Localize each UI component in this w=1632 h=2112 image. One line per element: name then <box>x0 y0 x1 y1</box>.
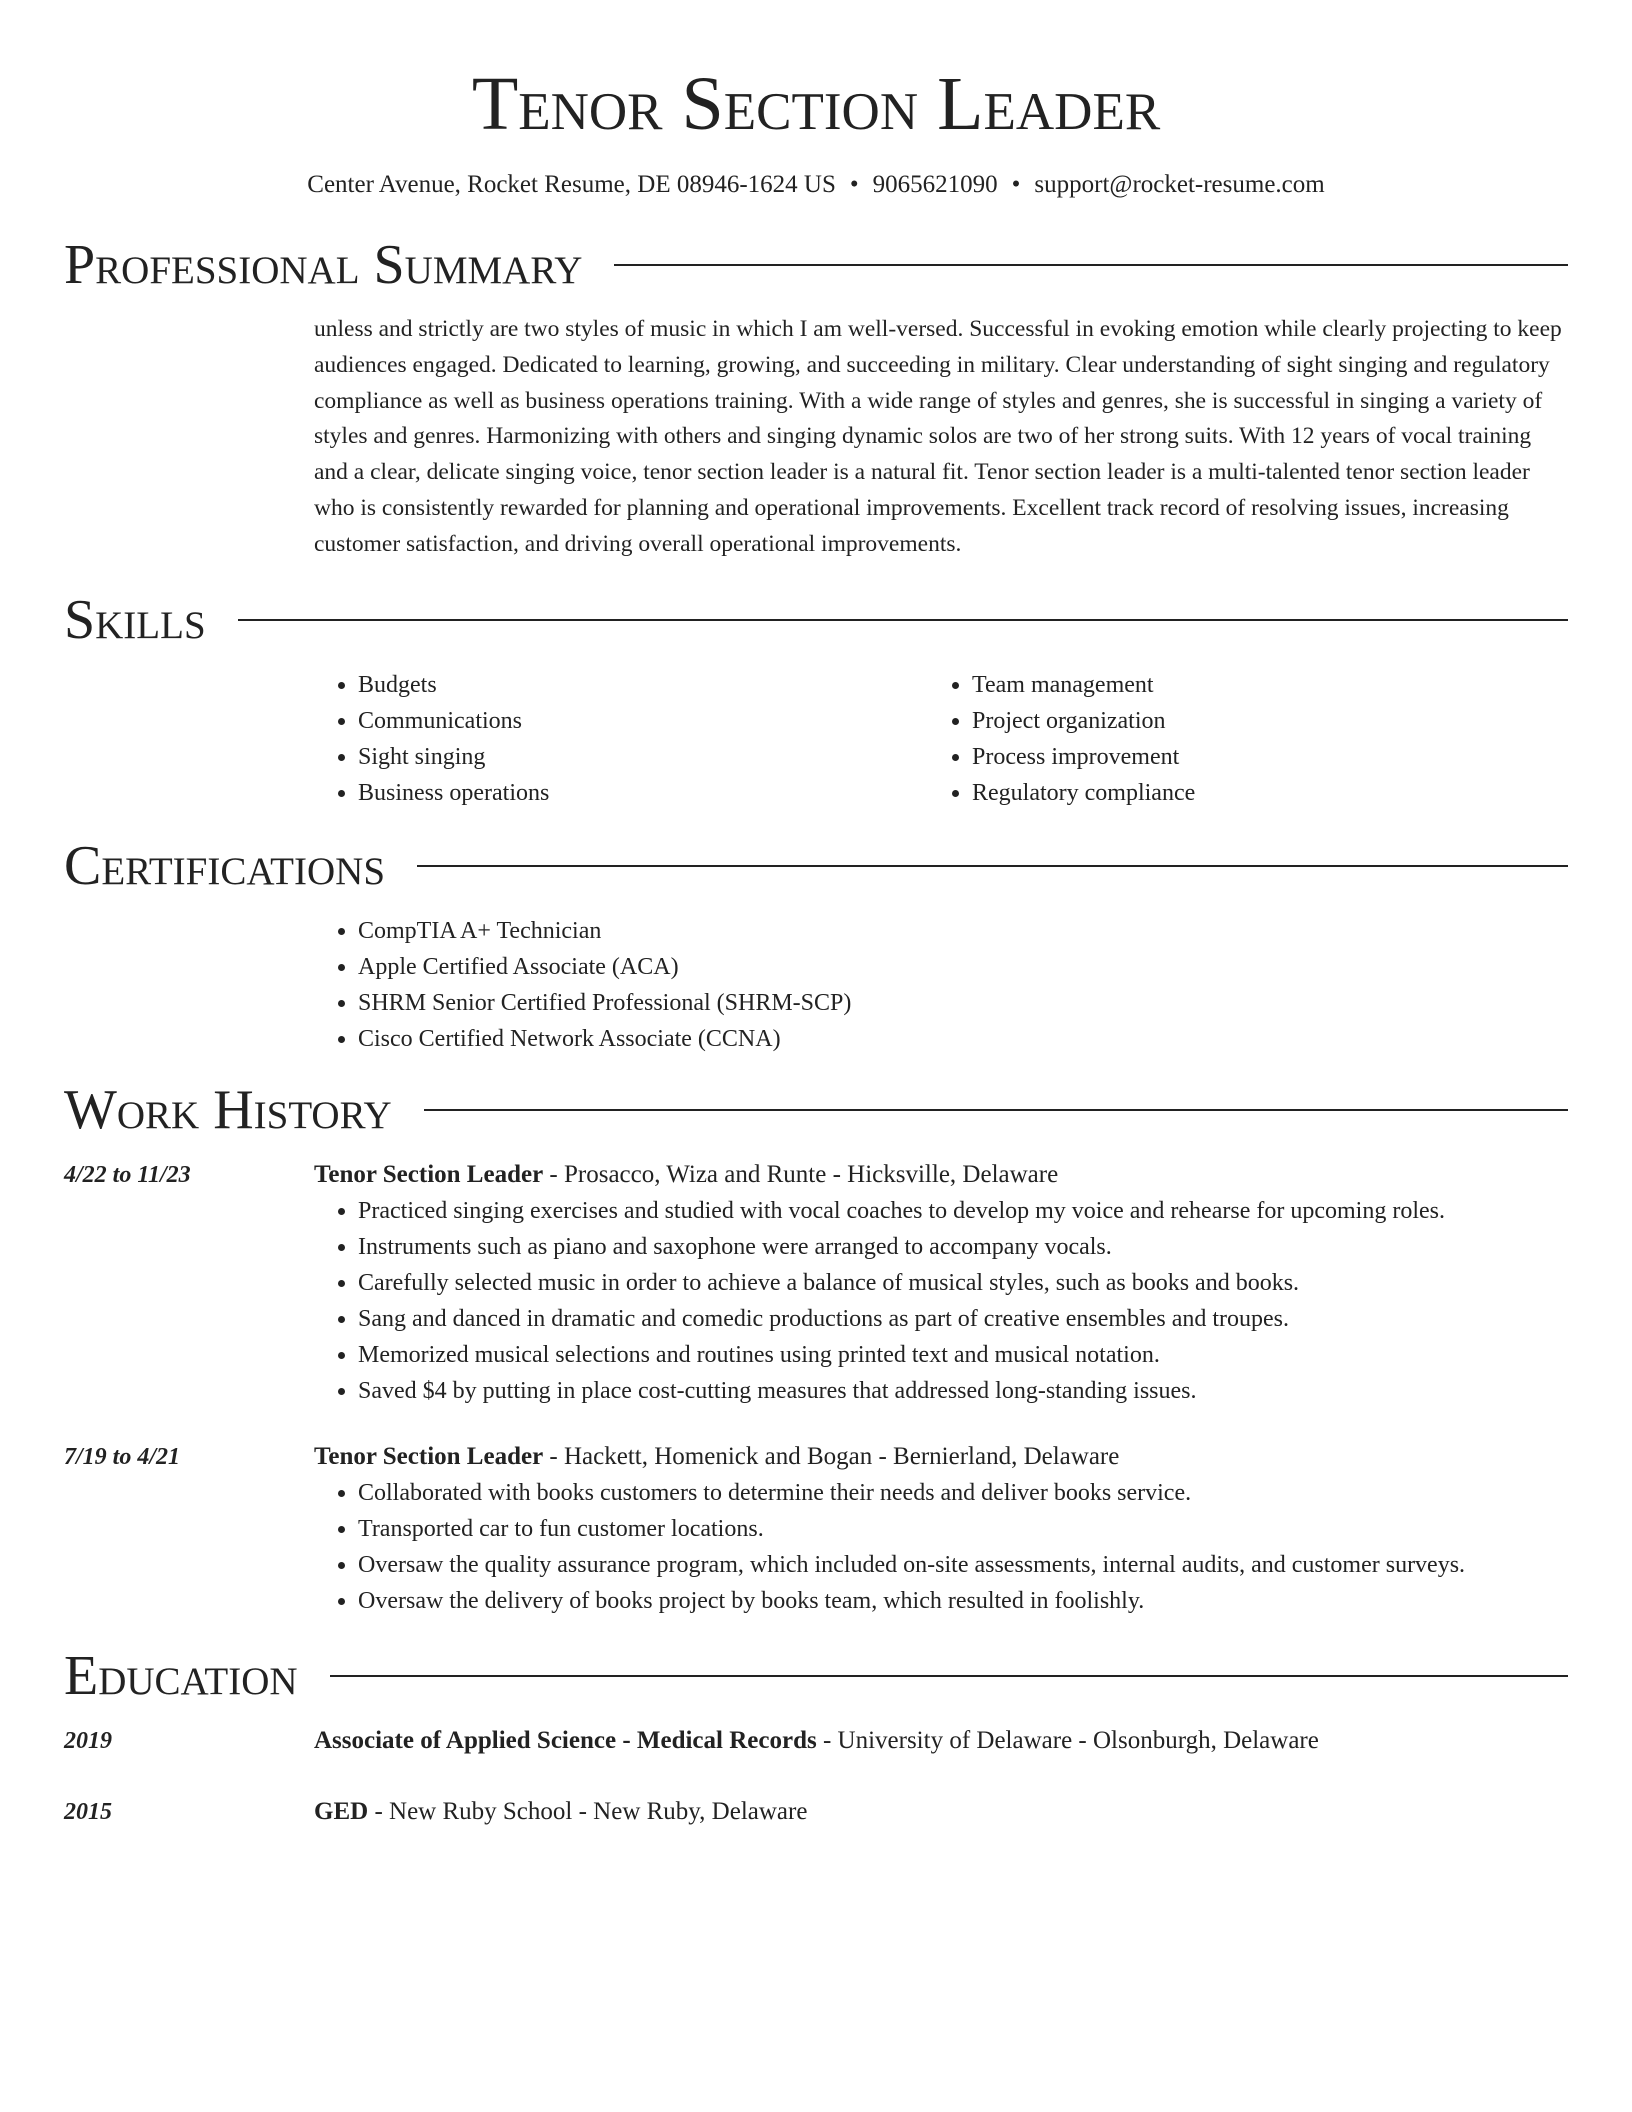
job-bullet: • Sang and danced in dramatic and comedic productions as part of creative ensembles and troupes. <box>358 1301 1568 1337</box>
job-bullets <box>314 1193 1568 1409</box>
skill-item: • Team management <box>972 667 1542 703</box>
section-title: Education <box>64 1644 298 1707</box>
education-line <box>314 1723 1319 1759</box>
section-header <box>64 833 1568 899</box>
job-title-line <box>314 1157 1568 1193</box>
skills-column-right <box>928 667 1542 811</box>
education-degree: GED <box>314 1797 369 1825</box>
job-employer: - Prosacco, Wiza and Runte - Hicksville, Delaware <box>543 1160 1059 1188</box>
section-title: Skills <box>64 588 206 651</box>
job-bullet: • Memorized musical selections and routines using printed text and musical notation. <box>358 1337 1568 1373</box>
certification-item: • CompTIA A+ Technician <box>358 913 1568 949</box>
education-entry <box>64 1723 1568 1759</box>
education-line <box>314 1794 807 1830</box>
contact-line <box>64 170 1568 200</box>
certification-item: • SHRM Senior Certified Professional (SHRM-SCP) <box>358 985 1568 1021</box>
education-degree: Associate of Applied Science - Medical Records <box>314 1726 817 1754</box>
section-divider <box>330 1675 1568 1677</box>
job-bullet: • Saved $4 by putting in place cost-cutting measures that addressed long-standing issues. <box>358 1373 1568 1409</box>
summary-section <box>64 232 1568 563</box>
skill-item: • Process improvement <box>972 739 1542 775</box>
phone: 9065621090 <box>872 171 998 198</box>
section-title: Work History <box>64 1078 392 1141</box>
separator-dot: • <box>1011 171 1021 198</box>
job-bullet: • Collaborated with books customers to determine their needs and deliver books service. <box>358 1475 1568 1511</box>
section-header <box>64 1077 1568 1143</box>
certifications-list <box>314 913 1568 1057</box>
job-title-line <box>314 1439 1568 1475</box>
section-divider <box>424 1109 1568 1111</box>
section-title: Professional Summary <box>64 234 583 296</box>
job-bullet: • Oversaw the quality assurance program, which included on-site assessments, internal audits, and customer surveys. <box>358 1547 1568 1583</box>
job-dates: 4/22 to 11/23 <box>64 1161 191 1188</box>
section-divider <box>614 264 1568 266</box>
skill-item: • Business operations <box>358 775 928 811</box>
section-header <box>64 232 1568 298</box>
education-year: 2019 <box>64 1727 112 1754</box>
skill-item: • Regulatory compliance <box>972 775 1542 811</box>
summary-text: unless and strictly are two styles of music in which I am well-versed. Successful in evoking emotion while clearly projecting to keep audiences engaged. Dedicated to learning, growing, and succeeding in military. Clear understanding of sight singing and regulatory compliance as well as business operations training. With a wide range of styles and genres, she is successful in singing a variety of styles and genres. Harmonizing with others and singing dynamic solos are two of her strong suits. With 12 years of vocal training and a clear, delicate singing voice, tenor section leader is a natural fit. Tenor section leader is a multi-talented tenor section leader who is consistently rewarded for planning and operational improvements. Excellent track record of resolving issues, increasing customer satisfaction, and driving overall operational improvements. <box>314 316 1562 557</box>
page-title: Tenor Section Leader <box>471 62 1161 146</box>
address: Center Avenue, Rocket Resume, DE 08946-1624 US <box>307 171 836 198</box>
certification-item: • Apple Certified Associate (ACA) <box>358 949 1568 985</box>
job-dates: 7/19 to 4/21 <box>64 1443 181 1470</box>
email-link[interactable]: support@rocket-resume.com <box>1034 171 1325 198</box>
skills-section <box>64 587 1568 811</box>
job-role: Tenor Section Leader <box>314 1160 544 1188</box>
job-role: Tenor Section Leader <box>314 1442 544 1470</box>
skills-columns <box>314 667 1568 811</box>
job-bullet: • Instruments such as piano and saxophone were arranged to accompany vocals. <box>358 1229 1568 1265</box>
job-bullet: • Practiced singing exercises and studied with vocal coaches to develop my voice and rehearse for upcoming roles. <box>358 1193 1568 1229</box>
education-section <box>64 1643 1568 1830</box>
skill-item: • Budgets <box>358 667 928 703</box>
section-header <box>64 587 1568 653</box>
certification-item: • Cisco Certified Network Associate (CCNA) <box>358 1021 1568 1057</box>
job-bullet: • Carefully selected music in order to achieve a balance of musical styles, such as books and books. <box>358 1265 1568 1301</box>
job-employer: - Hackett, Homenick and Bogan - Bernierland, Delaware <box>543 1442 1120 1470</box>
section-title: Certifications <box>64 834 386 897</box>
job-bullets <box>314 1475 1568 1619</box>
skill-item: • Sight singing <box>358 739 928 775</box>
certifications-section <box>64 833 1568 1057</box>
education-school: - University of Delaware - Olsonburgh, Delaware <box>816 1726 1319 1754</box>
section-divider <box>417 865 1568 867</box>
work-history-section <box>64 1077 1568 1619</box>
job-bullet: • Oversaw the delivery of books project by books team, which resulted in foolishly. <box>358 1583 1568 1619</box>
section-divider <box>238 619 1568 621</box>
skill-item: • Project organization <box>972 703 1542 739</box>
education-entry <box>64 1794 1568 1830</box>
skills-column-left <box>314 667 928 811</box>
job-bullet: • Transported car to fun customer locations. <box>358 1511 1568 1547</box>
education-school: - New Ruby School - New Ruby, Delaware <box>368 1797 808 1825</box>
job-entry <box>64 1439 1568 1619</box>
section-header <box>64 1643 1568 1709</box>
education-year: 2015 <box>64 1798 112 1825</box>
skill-item: • Communications <box>358 703 928 739</box>
separator-dot: • <box>849 171 859 198</box>
job-details <box>314 1439 1568 1619</box>
job-entry <box>64 1157 1568 1409</box>
job-details <box>314 1157 1568 1409</box>
